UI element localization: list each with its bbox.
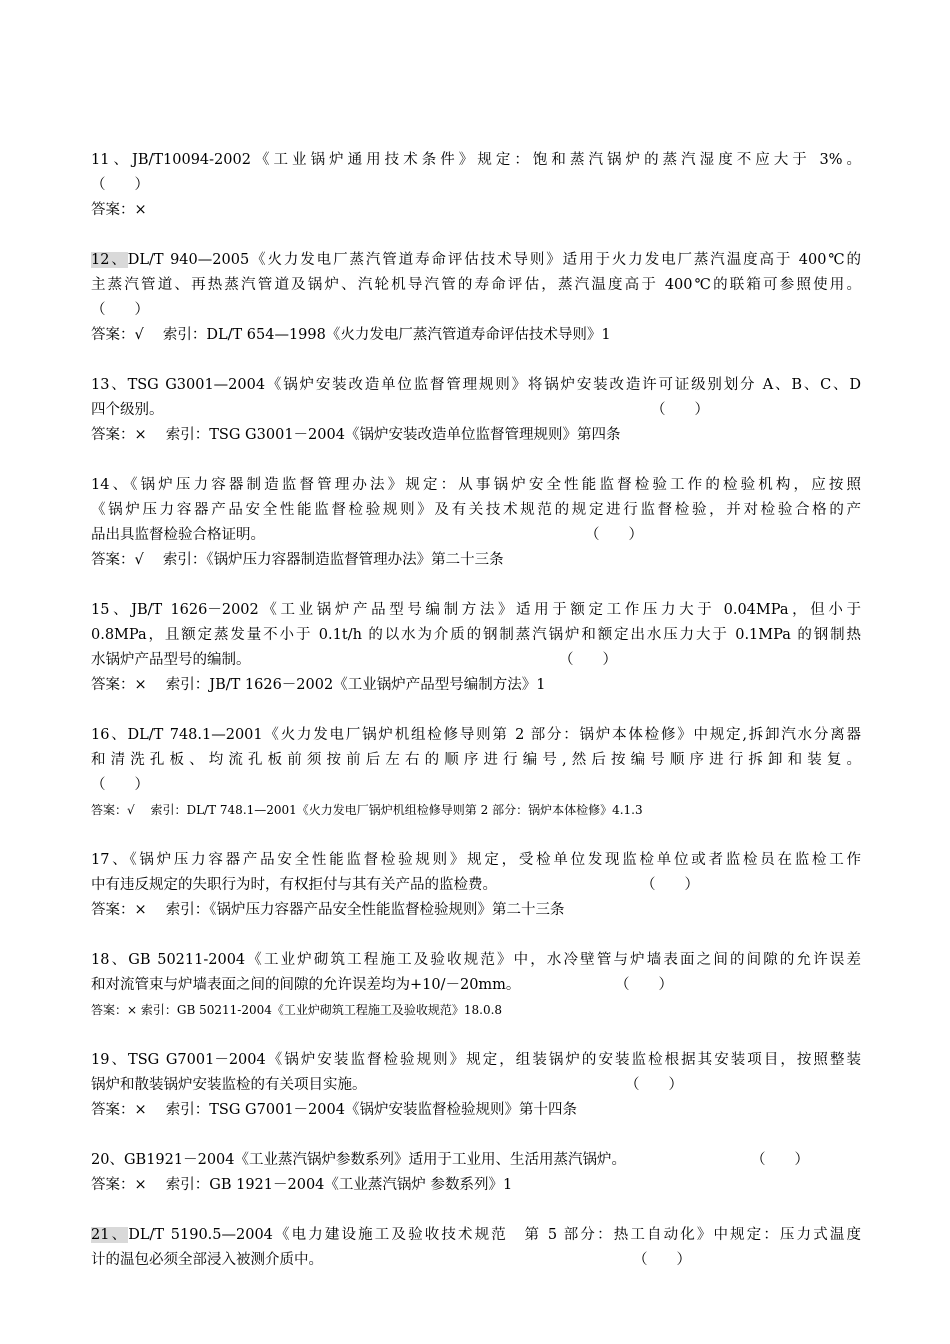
answer-paren: （ ） [91,177,149,193]
answer-line: 答案：× 索引：《锅炉压力容器产品安全性能监督检验规则》第二十三条 [91,902,565,918]
question-text: 0.8MPa，且额定蒸发量不小于 0.1t/h 的以水为介质的钢制蒸汽锅炉和额定出水压力大于 0.1MPa 的钢制热 [91,627,861,643]
question-text: 12、DL/T 940—2005《火力发电厂蒸汽管道寿命评估技术导则》适用于火力发电厂蒸汽温度高于 400℃的 [91,252,862,268]
answer-line: 答案：× 索引：GB 50211-2004《工业炉砌筑工程施工及验收规范》18.0.8 [91,1003,503,1017]
question-text: 和清洗孔板、均流孔板前须按前后左右的顺序进行编号,然后按编号顺序进行拆卸和装复。 [91,752,861,768]
answer-paren: （ ） [625,1077,683,1093]
answer-paren: （ ） [651,402,709,418]
question-text: 21、DL/T 5190.5—2004《电力建设施工及验收技术规范 第 5 部分：热工自动化》中规定：压力式温度 [91,1227,862,1243]
question-text: 《锅炉压力容器产品安全性能监督检验规则》及有关技术规范的规定进行监督检验，并对检验合格的产 [91,502,861,518]
answer-line: 答案：× 索引：TSG G3001－2004《锅炉安装改造单位监督管理规则》第四条 [91,427,621,443]
question-20 [91,1148,861,1198]
question-number-highlight: 21、 [91,1227,129,1243]
answer-paren: （ ） [751,1152,809,1168]
answer-paren: （ ） [91,777,149,793]
answer-paren: （ ） [633,1252,691,1268]
question-text: 主蒸汽管道、再热蒸汽管道及锅炉、汽轮机导汽管的寿命评估，蒸汽温度高于 400℃的联箱可参照使用。 [91,277,861,293]
question-18 [91,948,861,1023]
question-text: 18、GB 50211-2004《工业炉砌筑工程施工及验收规范》中，水冷壁管与炉墙表面之间的间隙的允许误差 [91,952,861,968]
answer-paren: （ ） [585,527,643,543]
question-number-highlight: 12、 [91,252,128,268]
question-21 [91,1223,861,1273]
answer-paren: （ ） [615,977,673,993]
document-page [91,148,861,1273]
question-19 [91,1048,861,1123]
question-11 [91,148,861,223]
answer-paren: （ ） [559,652,617,668]
answer-line: 答案：√ 索引：DL/T 654—1998《火力发电厂蒸汽管道寿命评估技术导则》1 [91,327,611,343]
question-text: 14、《锅炉压力容器制造监督管理办法》规定：从事锅炉安全性能监督检验工作的检验机构，应按照 [91,477,861,493]
question-text: 19、TSG G7001－2004《锅炉安装监督检验规则》规定，组装锅炉的安装监检根据其安装项目，按照整装 [91,1052,861,1068]
question-text: 和对流管束与炉墙表面之间的间隙的允许误差均为+10/－20mm。 （ ） [91,973,861,998]
question-text: 品出具监督检验合格证明。 （ ） [91,523,861,548]
question-text: 13、TSG G3001—2004《锅炉安装改造单位监督管理规则》将锅炉安装改造许可证级别划分 A、B、C、D [91,377,861,393]
answer-paren: （ ） [641,877,699,893]
question-text: 四个级别。 （ ） [91,398,861,423]
answer-line: 答案：× [91,202,147,218]
question-text: 20、GB1921－2004《工业蒸汽锅炉参数系列》适用于工业用、生活用蒸汽锅炉。 （ ） [91,1148,861,1173]
question-text: 计的温包必须全部浸入被测介质中。 （ ） [91,1248,861,1273]
question-text: 11、JB/T10094-2002《工业锅炉通用技术条件》规定：饱和蒸汽锅炉的蒸汽湿度不应大于 3%。 [91,152,861,168]
question-text: 锅炉和散装锅炉安装监检的有关项目实施。 （ ） [91,1073,861,1098]
question-text: 中有违反规定的失职行为时，有权拒付与其有关产品的监检费。 （ ） [91,873,861,898]
question-14 [91,473,861,573]
answer-line: 答案：× 索引：JB/T 1626－2002《工业锅炉产品型号编制方法》1 [91,677,546,693]
question-text: 15、JB/T 1626－2002《工业锅炉产品型号编制方法》适用于额定工作压力大于 0.04MPa，但小于 [91,602,861,618]
answer-line: 答案：× 索引：GB 1921－2004《工业蒸汽锅炉 参数系列》1 [91,1177,513,1193]
question-15 [91,598,861,698]
question-text: 17、《锅炉压力容器产品安全性能监督检验规则》规定，受检单位发现监检单位或者监检员在监检工作 [91,852,861,868]
question-12 [91,248,861,348]
question-17 [91,848,861,923]
answer-paren: （ ） [91,302,149,318]
question-16 [91,723,861,823]
answer-line: 答案：√ 索引：DL/T 748.1—2001《火力发电厂锅炉机组检修导则第 2 部分：锅炉本体检修》4.1.3 [91,803,643,817]
answer-line: 答案：√ 索引：《锅炉压力容器制造监督管理办法》第二十三条 [91,552,504,568]
answer-line: 答案：× 索引：TSG G7001－2004《锅炉安装监督检验规则》第十四条 [91,1102,577,1118]
question-13 [91,373,861,448]
question-text: 16、DL/T 748.1—2001《火力发电厂锅炉机组检修导则第 2 部分：锅炉本体检修》中规定,拆卸汽水分离器 [91,727,861,743]
question-text: 水锅炉产品型号的编制。 （ ） [91,648,861,673]
